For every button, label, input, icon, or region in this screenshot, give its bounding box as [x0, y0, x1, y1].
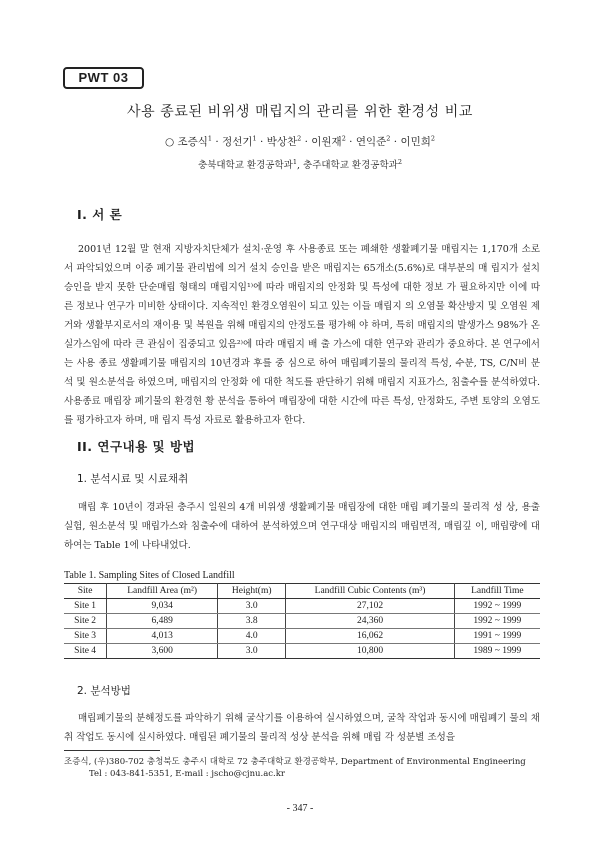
table-cell: 16,062	[286, 629, 454, 644]
footnote-divider	[64, 750, 160, 751]
table-cell: 3.8	[218, 614, 286, 629]
text-line: 물의 채취 작업도 동시에 실시하였다. 매립된 폐기물의 물리적 성상 분석을 위해 매립 각 성분별 조성을	[64, 713, 540, 743]
presenter-bullet: ○	[164, 136, 175, 148]
table-cell: 3.0	[218, 644, 286, 659]
affiliation-mark: 1	[292, 157, 297, 166]
table-row	[64, 629, 540, 644]
page-number: - 347 -	[286, 803, 314, 814]
table-cell: Site 1	[64, 599, 107, 614]
table-header-cell: Landfill Area (m²)	[107, 584, 218, 599]
author-name: 박상찬	[266, 136, 298, 148]
table-cell: 4,013	[107, 629, 218, 644]
table-cell: 27,102	[286, 599, 454, 614]
author-name: 정선기	[222, 136, 253, 148]
table-cell: 6,489	[107, 614, 218, 629]
text-line: 매립 후 10년이 경과된 충주시 일원의 4개 비위생 생활폐기물 매립장에 대한 매립 폐기물의 물리적 성	[78, 502, 503, 513]
author-separator: ·	[212, 136, 223, 148]
sampling-sites-table	[64, 583, 540, 659]
author-separator: ·	[256, 136, 267, 148]
table-cell: 4.0	[218, 629, 286, 644]
author-affil-mark: 1	[207, 134, 213, 143]
sampling-paragraph	[64, 498, 540, 555]
section-heading-methods: II. 연구내용 및 방법	[77, 439, 196, 454]
table-header-row	[64, 584, 540, 599]
table-cell: 3.0	[218, 599, 286, 614]
table-cell: 1991 ~ 1999	[454, 629, 540, 644]
text-line: 소로서 파악되었으며 이중 폐기물 관리법에 의거 설치 승인을 받은 매립지는 65개소(5.6%)로 대부분의 매	[64, 244, 540, 274]
text-line: 립지 특성 자료로 활용하고자 한다.	[161, 415, 306, 426]
text-line: 출 가스에 대한 연구와 관리가 중요하다. 본 연구에서는 사용 종료 생활폐기물 매립지의 10년경과 후를 중	[64, 339, 540, 369]
table-header-cell: Height(m)	[218, 584, 286, 599]
text-line: 의 오염물 확산방지 및 오염원 제거와 생활부지로서의 재이용 및 복원을 위해 매립지의 안정도를 평가해	[64, 301, 540, 331]
table-header-cell: Landfill Time	[454, 584, 540, 599]
author-name: 조증식	[177, 136, 208, 148]
table-row	[64, 614, 540, 629]
table-row	[64, 599, 540, 614]
author-name: 이원재	[311, 136, 342, 148]
author-name: 이민희	[400, 136, 431, 148]
subsection-heading-analysis: 2. 분석방법	[77, 685, 131, 697]
text-line: 이, 매립량에 대하여는 Table 1에 나타내었다.	[64, 521, 540, 551]
table-cell: 10,800	[286, 644, 454, 659]
text-line: 가 필요하지만 이에 따른 정보나 연구가 미비한 상태이다. 지속적인 환경오염원이 되고 있는 이들 매립지	[64, 282, 540, 312]
affiliation-1: 충북대학교 환경공학과	[198, 160, 293, 171]
author-affil-mark: 2	[386, 134, 391, 143]
text-line: 상, 용출실험, 원소분석 및 매립가스와 침출수에 대하여 분석하였으며 연구대상 매립지의 매립면적, 매립깊	[64, 502, 540, 532]
footnote-contact: Tel : 043-841-5351, E-mail : jscho@cjnu.ac.kr	[89, 769, 285, 779]
table-header-cell: Landfill Cubic Contents (m³)	[286, 584, 454, 599]
author-name: 연익준	[355, 136, 387, 148]
author-separator: ·	[345, 136, 356, 148]
table-cell: Site 4	[74, 646, 97, 656]
table-cell: 3,600	[107, 644, 218, 659]
author-separator: ·	[301, 136, 312, 148]
table-cell: Site 3	[64, 629, 107, 644]
table-cell: 9,034	[107, 599, 218, 614]
table-caption: Table 1. Sampling Sites of Closed Landfill	[64, 570, 235, 581]
author-affil-mark: 1	[252, 134, 257, 143]
affiliation-2: 충주대학교 환경공학과	[303, 160, 398, 171]
subsection-heading-sampling: 1. 분석시료 및 시료채취	[77, 473, 189, 485]
author-affil-mark: 2	[430, 134, 436, 143]
table-cell: Site 2	[64, 614, 107, 629]
text-line: 2001년 12월 말 현재 지방자치단체가 설치·운영 후 사용종료 또는 폐쇄한 생활폐기물 매립지는 1,170개	[78, 244, 519, 255]
text-line: 에 대한 척도를 판단하기 위해 매립지 지표가스, 침출수를 분석하였다. 사용종료 매립장 폐기물의 환경현	[64, 377, 540, 407]
table-cell: 1992 ~ 1999	[454, 614, 540, 629]
session-badge: PWT 03	[63, 67, 144, 89]
table-cell: 24,360	[286, 614, 454, 629]
text-line: 야 하며, 특히 매립지의 발생가스 98%가 온실가스임에 따라 큰 관심이 집중되고 있음²⁾에 따라 매립지 배	[64, 320, 540, 350]
analysis-paragraph	[64, 709, 540, 747]
intro-paragraph	[64, 240, 540, 430]
affiliation-mark: 2	[397, 157, 402, 166]
text-line: 심으로 하여 매립폐기물의 물리적 특성, 수분, TS, C/N비 분석 및 원소분석을 하였으며, 매립지의 안정화	[64, 358, 540, 388]
author-separator: ·	[390, 136, 401, 148]
footnote-address: 조증식, (우)380-702 충청북도 충주시 대학로 72 충주대학교 환경공학부, Department of Environmental Engineering	[64, 757, 526, 767]
affiliation-line	[0, 157, 600, 171]
section-heading-intro: I. 서 론	[77, 207, 123, 222]
text-line: 매립폐기물의 분해정도를 파악하기 위해 굴삭기를 이용하여 실시하였으며, 굴착 작업과 동시에 매립폐기	[78, 713, 507, 724]
paper-title: 사용 종료된 비위생 매립지의 관리를 위한 환경성 비교	[126, 104, 474, 120]
table-cell: 1992 ~ 1999	[454, 599, 540, 614]
author-affil-mark: 2	[297, 134, 302, 143]
table-header-cell: Site	[64, 584, 107, 599]
table-cell: 1989 ~ 1999	[454, 644, 540, 659]
author-affil-mark: 2	[341, 134, 346, 143]
text-line: 황 분석을 통하여 매립장에 대한 시간에 따른 특성, 안정화도, 주변 토양의 오염도를 평가하고자 하며, 매	[64, 396, 540, 426]
author-list	[0, 134, 600, 149]
affiliation-separator: ,	[296, 160, 304, 171]
text-line: 립지가 설치 승인을 받지 못한 단순매립 형태의 매립지임¹⁾에 따라 매립지의 안정화 및 특성에 대한 정보	[64, 263, 540, 293]
table-row	[64, 644, 540, 659]
